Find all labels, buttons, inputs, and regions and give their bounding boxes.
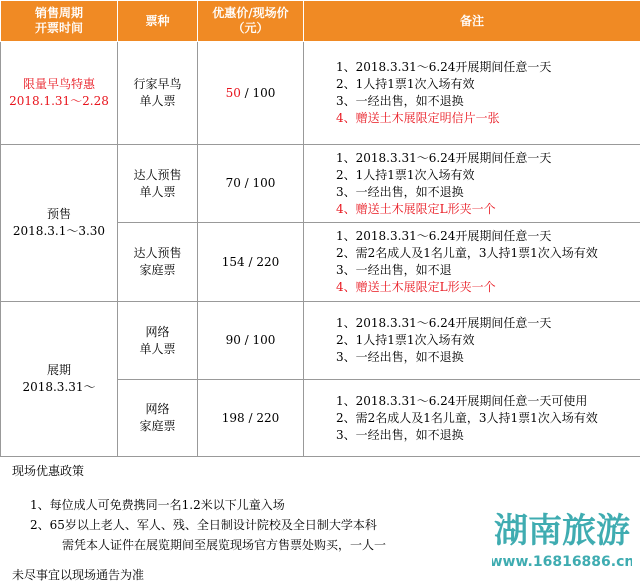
- note-line: 2、需2名成人及1名儿童，3人持1票1次入场有效: [336, 410, 598, 425]
- watermark-graphic: [492, 498, 632, 578]
- ticket-type-line2: 单人票: [139, 184, 176, 199]
- note-line: 3、一经出售，如不退: [336, 263, 452, 277]
- ticket-type-line1: 网络: [145, 402, 170, 416]
- note-line: 4、赠送土木展限定明信片一张: [336, 111, 500, 125]
- ticket-type-line1: 网络: [145, 324, 170, 339]
- notes-cell: [304, 42, 640, 145]
- watermark-url: www.16816886.cn: [492, 554, 632, 570]
- ticket-type-cell: [118, 145, 198, 223]
- price-cell: 198 / 220: [198, 380, 304, 457]
- notes-cell: [304, 145, 640, 223]
- header-type: 票种: [118, 1, 198, 42]
- table-row: [1, 145, 640, 223]
- ticket-type-cell: [118, 42, 198, 145]
- price-promo: 50: [225, 85, 241, 100]
- note-line: 1、2018.3.31～6.24开展期间任意一天: [336, 60, 552, 74]
- note-line: 2、1人持1票1次入场有效: [336, 333, 475, 347]
- note-line: 1、2018.3.31～6.24开展期间任意一天: [336, 229, 552, 243]
- ticket-type-cell: [118, 380, 198, 457]
- note-line: 3、一经出售，如不退换: [336, 427, 464, 442]
- header-period-line1: 销售周期: [34, 6, 83, 20]
- period-title: 预售: [46, 207, 71, 221]
- policy-item-2-continued: 需凭本人证件在展览期间至展览现场官方售票处购买，一人一: [62, 538, 387, 552]
- header-period: [1, 1, 118, 42]
- ticket-type-cell: [118, 223, 198, 302]
- period-title: 展期: [46, 363, 71, 377]
- ticket-type-line1: 行家早鸟: [133, 77, 182, 91]
- ticket-type-line1: 达人预售: [133, 246, 182, 260]
- header-notes: 备注: [304, 1, 640, 42]
- header-period-line2: 开票时间: [34, 21, 83, 35]
- header-price-line2: （元）: [232, 21, 269, 35]
- note-line: 2、需2名成人及1名儿童，3人持1票1次入场有效: [336, 246, 598, 260]
- watermark-logo: [492, 498, 632, 578]
- note-line: 3、一经出售，如不退换: [336, 350, 464, 364]
- ticket-type-line2: 家庭票: [139, 263, 176, 277]
- note-line: 1、2018.3.31～6.24开展期间任意一天: [336, 150, 552, 165]
- period-title: 限量早鸟特惠: [22, 77, 95, 91]
- notes-cell: [304, 380, 640, 457]
- header-price: [198, 1, 304, 42]
- policy-item-1: 1、每位成人可免费携同一名1.2米以下儿童入场: [30, 498, 285, 512]
- watermark-title: 湖南旅游: [494, 511, 630, 551]
- note-line: 3、一经出售，如不退换: [336, 184, 464, 199]
- table-row: [1, 42, 640, 145]
- ticket-type-line1: 达人预售: [133, 167, 182, 182]
- note-line: 4、赠送土木展限定L形夹一个: [336, 201, 496, 216]
- price-cell: 70 / 100: [198, 145, 304, 223]
- price-cell: 154 / 220: [198, 223, 304, 302]
- note-line: 2、1人持1票1次入场有效: [336, 167, 475, 182]
- price-cell: 90 / 100: [198, 302, 304, 380]
- period-dates: 2018.1.31～2.28: [9, 94, 109, 108]
- note-line: 4、赠送土木展限定L形夹一个: [336, 280, 496, 294]
- price-separator: /: [240, 85, 253, 100]
- ticket-type-line2: 家庭票: [139, 419, 176, 433]
- notes-cell: [304, 302, 640, 380]
- period-cell: [1, 145, 118, 302]
- notes-cell: [304, 223, 640, 302]
- period-dates: 2018.3.1～3.30: [12, 224, 106, 238]
- period-cell: [1, 42, 118, 145]
- table-header-row: [1, 1, 640, 42]
- policy-title: 现场优惠政策: [12, 464, 85, 478]
- price-cell: [198, 42, 304, 145]
- policy-footer: 未尽事宜以现场通告为准: [12, 568, 145, 582]
- table-row: [1, 302, 640, 380]
- period-cell: [1, 302, 118, 457]
- note-line: 1、2018.3.31～6.24开展期间任意一天可使用: [336, 393, 588, 408]
- note-line: 3、一经出售，如不退换: [336, 94, 464, 108]
- policy-item-2: 2、65岁以上老人、军人、残、全日制设计院校及全日制大学本科: [30, 518, 377, 532]
- period-dates: 2018.3.31～: [22, 380, 96, 394]
- price-onsite: 100: [252, 85, 276, 100]
- ticket-type-line2: 单人票: [139, 94, 176, 108]
- note-line: 1、2018.3.31～6.24开展期间任意一天: [336, 316, 552, 330]
- ticket-type-line2: 单人票: [139, 341, 176, 356]
- ticket-type-cell: [118, 302, 198, 380]
- header-price-line1: 优惠价/现场价: [212, 6, 289, 20]
- note-line: 2、1人持1票1次入场有效: [336, 77, 475, 91]
